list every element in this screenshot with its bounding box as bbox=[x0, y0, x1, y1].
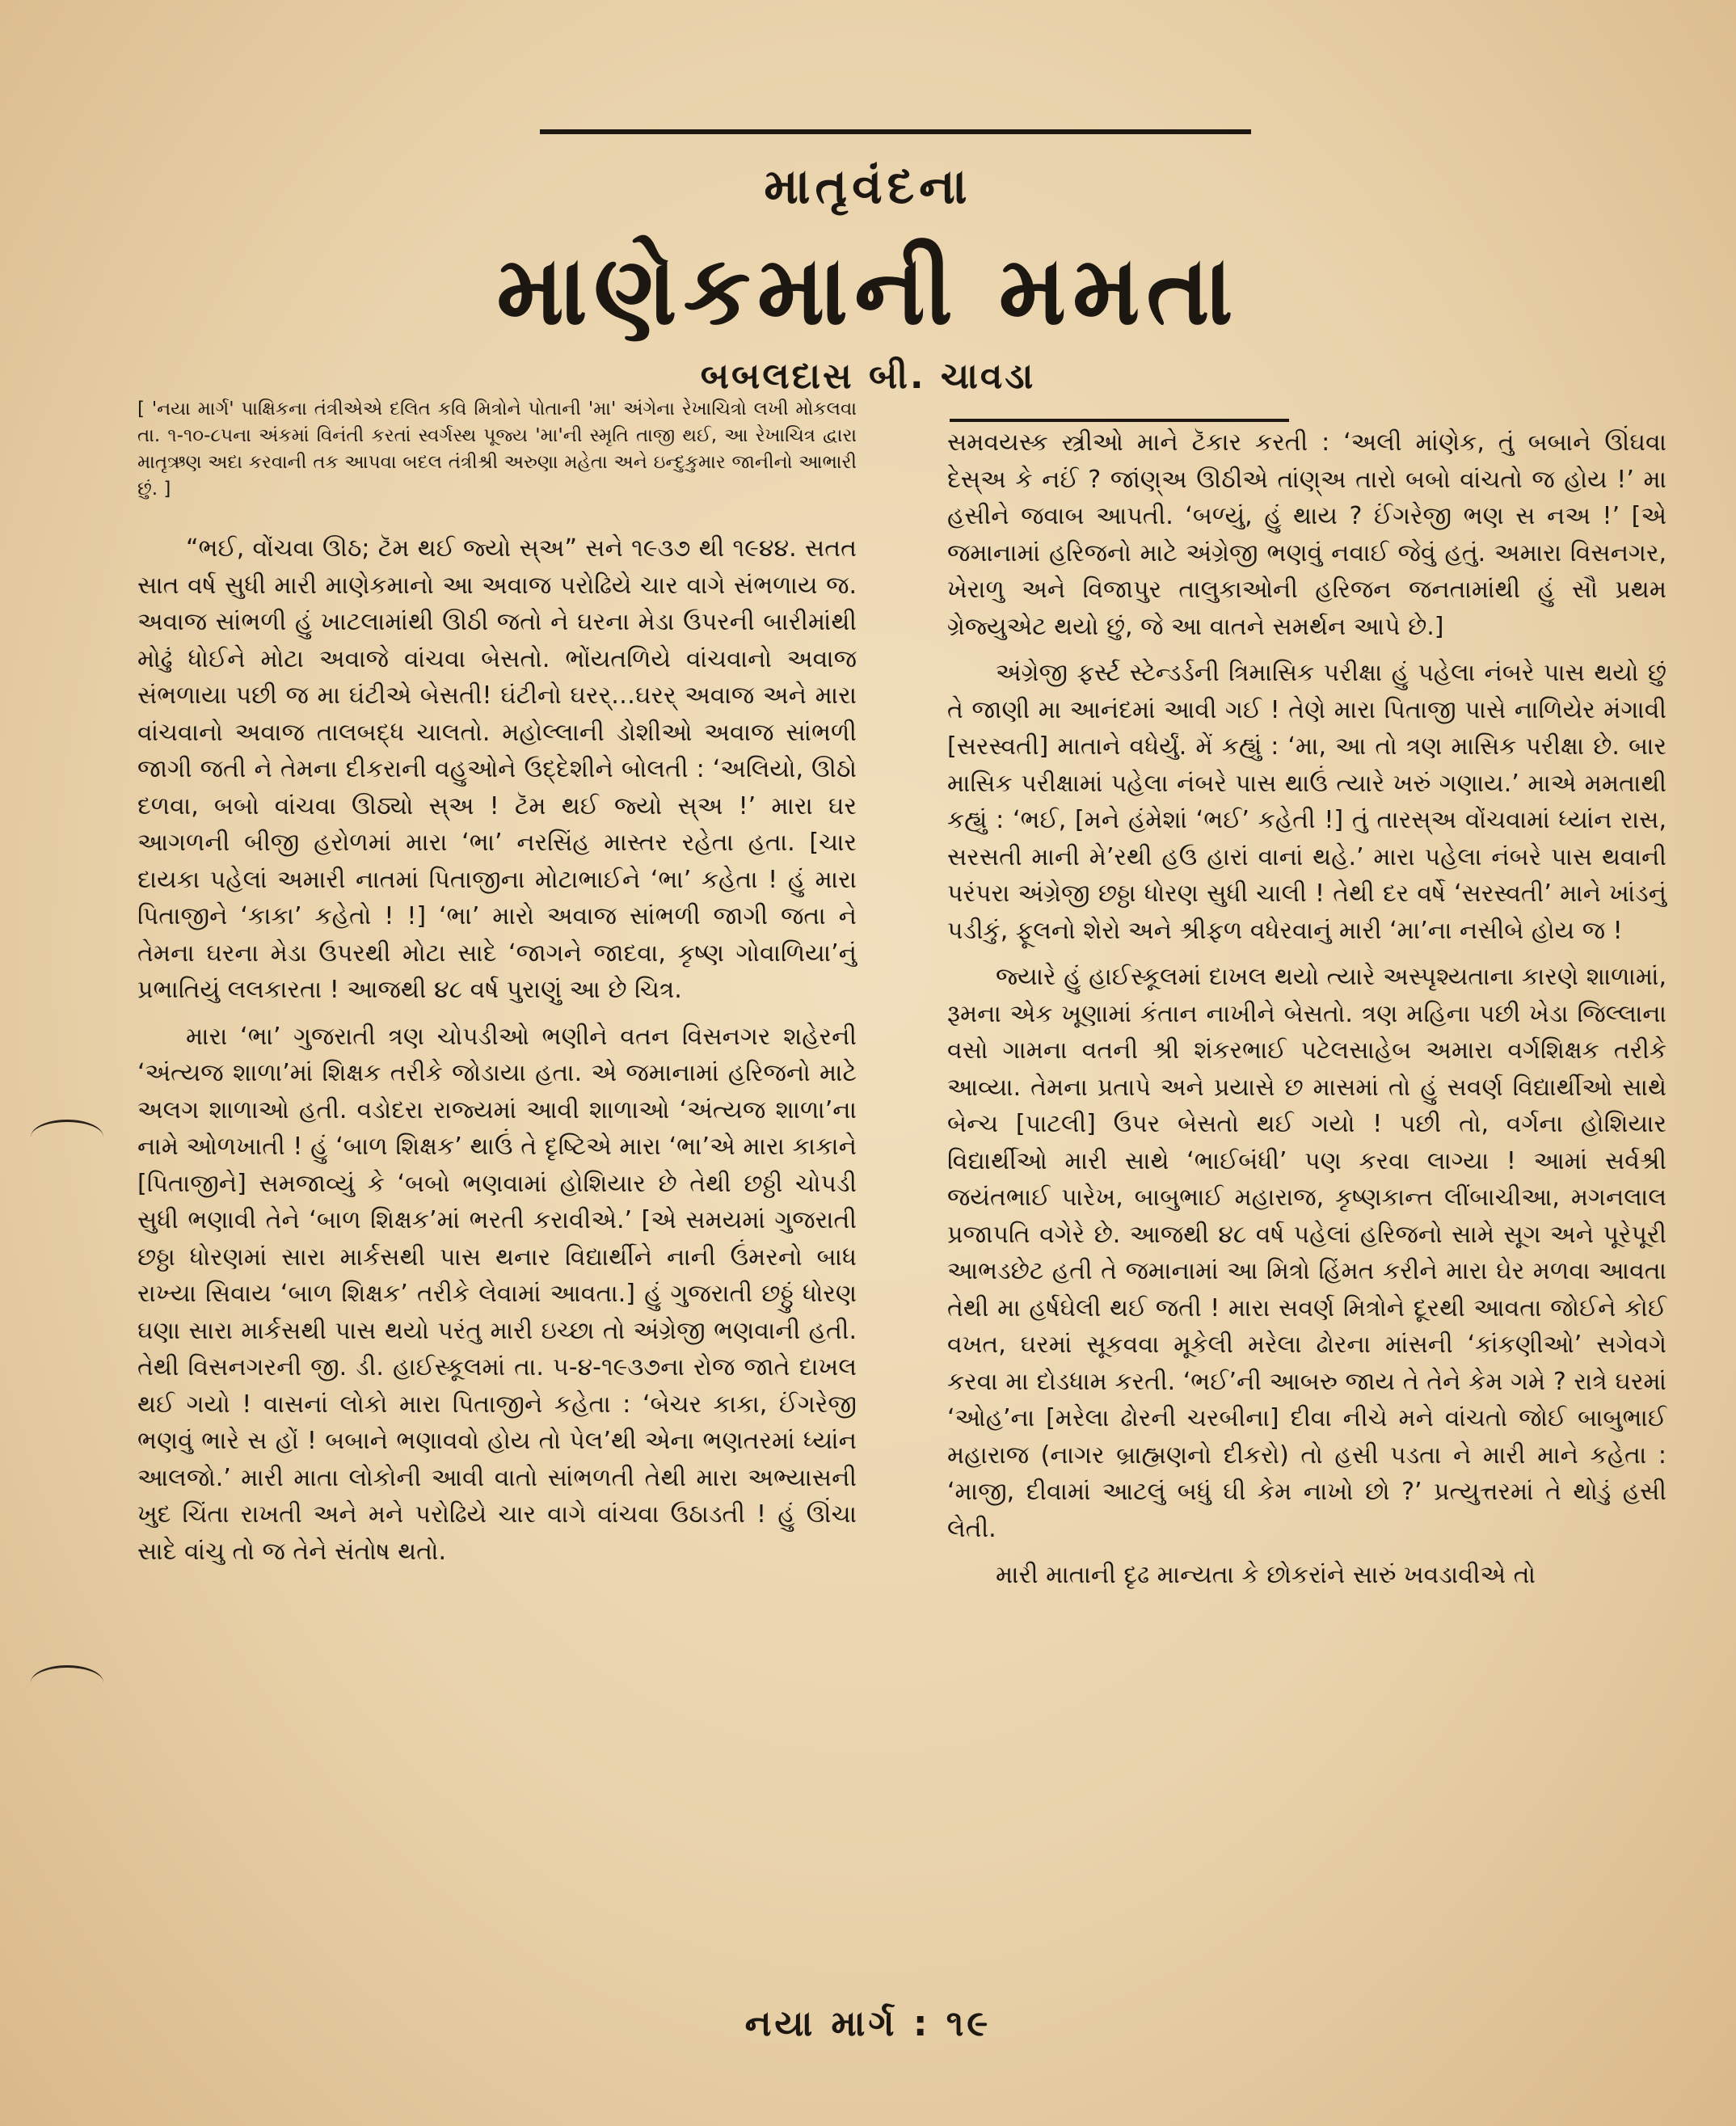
section-kicker: માતૃવંદના bbox=[764, 158, 972, 215]
page-footer: નયા માર્ગ : ૧૯ bbox=[744, 2003, 992, 2044]
author-byline: બબલદાસ બી. ચાવડા bbox=[700, 356, 1036, 397]
paragraph: મારા ‘ભા’ ગુજરાતી ત્રણ ચોપડીઓ ભણીને વતન વિસનગર શહેરની ‘અંત્યજ શાળા’માં શિક્ષક તરીકે જોડાયા હતા. એ જમાનામાં હરિજનો માટે અલગ શાળાઓ હતી. વડોદરા રાજ્યમાં આવી શાળાઓ ‘અંત્યજ શાળા’ના નામે ઓળખાતી ! હું ‘બાળ શિક્ષક’ થાઉં તે દૃષ્ટિએ મારા ‘ભા’એ મારા કાકાને [પિતાજીને] સમજાવ્યું કે ‘બબો ભણવામાં હોશિયાર છે તેથી છઠ્ઠી ચોપડી સુધી ભણાવી તેને ‘બાળ શિક્ષક’માં ભરતી કરાવીએ.’ [એ સમયમાં ગુજરાતી છઠ્ઠા ધોરણમાં સારા માર્કસથી પાસ થનાર વિદ્યાર્થીને નાની ઉંમરનો બાધ રાખ્યા સિવાય ‘બાળ શિક્ષક’ તરીકે લેવામાં આવતા.] હું ગુજરાતી છઠ્ઠું ધોરણ ઘણા સારા માર્કસથી પાસ થયો પરંતુ મારી ઇચ્છા તો અંગ્રેજી ભણવાની હતી. તેથી વિસનગરની જી. ડી. હાઈસ્કૂલમાં તા. ૫-૪-૧૯૩૭ના રોજ જાતે દાખલ થઈ ગયો ! વાસનાં લોકો મારા પિતાજીને કહેતા : ‘બેચર કાકા, ઈંગરેજી ભણવું ભારે સ હોં ! બબાને ભણાવવો હોય તો પેલ’થી એના ભણતરમાં ધ્યાંન આલજો.’ મારી માતા લોકોની આવી વાતો સાંભળતી તેથી મારા અભ્યાસની ખુદ ચિંતા રાખતી અને મને પરોઢિયે ચાર વાગે વાંચવા ઉઠાડતી ! હું ઊંચા સાદે વાંચુ તો જ તેને સંતોષ થતો. bbox=[137, 1022, 857, 1566]
article-title: માણેકમાની મમતા bbox=[496, 234, 1240, 346]
paragraph: સમવયસ્ક સ્ત્રીઓ માને ટૅકાર કરતી : ‘અલી માંણેક, તું બબાને ઊંઘવા દેસ્અ કે નઈં ? જાંણ્અ ઊઠીએ તાંણ્અ તારો બબો વાંચતો જ હોય !’ મા હસીને જવાબ આપતી. ‘બળ્યું, હું થાય ? ઈંગરેજી ભણ સ નઅ !’ [એ જમાનામાં હરિજનો માટે અંગ્રેજી ભણવું નવાઈ જેવું હતું. અમારા વિસનગર, ખેરાળુ અને વિજાપુર તાલુકાઓની હરિજન જનતામાંથી હું સૌ પ્રથમ ગ્રેજ્યુએટ થયો છું, જે આ વાતને સમર્થન આપે છે.] bbox=[947, 428, 1666, 641]
paragraph: મારી માતાની દૃઢ માન્યતા કે છોકરાંને સારું ખવડાવીએ તો bbox=[996, 1561, 1536, 1589]
binding-hole-mark bbox=[31, 1665, 103, 1700]
top-rule bbox=[540, 129, 1251, 134]
paragraph: જ્યારે હું હાઈસ્કૂલમાં દાખલ થયો ત્યારે અસ્પૃશ્યતાના કારણે શાળામાં, રૂમના એક ખૂણામાં કંતાન નાખીને બેસતો. ત્રણ મહિના પછી ખેડા જિલ્લાના વસો ગામના વતની શ્રી શંકરભાઈ પટેલસાહેબ અમારા વર્ગશિક્ષક તરીકે આવ્યા. તેમના પ્રતાપે અને પ્રયાસે છ માસમાં તો હું સવર્ણ વિદ્યાર્થીઓ સાથે બેન્ચ [પાટલી] ઉપર બેસતો થઈ ગયો ! પછી તો, વર્ગના હોશિયાર વિદ્યાર્થીઓ મારી સાથે ‘ભાઈબંધી’ પણ કરવા લાગ્યા ! આમાં સર્વશ્રી જયંતભાઈ પારેખ, બાબુભાઈ મહારાજ, કૃષ્ણકાન્ત લીંબાચીઆ, મગનલાલ પ્રજાપતિ વગેરે છે. આજથી ૪૮ વર્ષ પહેલાં હરિજનો સામે સૂગ અને પૂરેપૂરી આભડછેટ હતી તે જમાનામાં આ મિત્રો હિંમત કરીને મારા ઘેર મળવા આવતા તેથી મા હર્ષઘેલી થઈ જતી ! મારા સવર્ણ મિત્રોને દૂરથી આવતા જોઈને કોઈ વખત, ઘરમાં સૂકવવા મૂકેલી મરેલા ઢોરના માંસની ‘કાંકણીઓ’ સગેવગે કરવા મા દોડધામ કરતી. ‘ભઈ’ની આબરુ જાય તે તેને કેમ ગમે ? રાત્રે ઘરમાં ‘ઓહ’ના [મરેલા ઢોરની ચરબીના] દીવા નીચે મને વાંચતો જોઈ બાબુભાઈ મહારાજ (નાગર બ્રાહ્મણનો દીકરો) તો હસી પડતા ને મારી માને કહેતા : ‘માજી, દીવામાં આટલું બધું ઘી કેમ નાખો છો ?’ પ્રત્યુત્તરમાં તે થોડું હસી લેતી. bbox=[947, 963, 1666, 1543]
paragraph: “ભઈ, વોંચવા ઊઠ; ટૅમ થઈ જ્યો સ્અ” સને ૧૯૩૭ થી ૧૯૪૪. સતત સાત વર્ષ સુધી મારી માણેકમાનો આ અવાજ પરોઢિયે ચાર વાગે સંભળાય જ. અવાજ સાંભળી હું ખાટલામાંથી ઊઠી જતો ને ઘરના મેડા ઉપરની બારીમાંથી મોઢું ધોઈને મોટા અવાજે વાંચવા બેસતો. ભોંયતળિયે વાંચવાનો અવાજ સંભળાયા પછી જ મા ઘંટીએ બેસતી! ઘંટીનો ઘરર્…ઘરર્ અવાજ અને મારા વાંચવાનો અવાજ તાલબદ્ધ ચાલતો. મહોલ્લાની ડોશીઓ અવાજ સાંભળી જાગી જતી ને તેમના દીકરાની વહુઓને ઉદ્દેશીને બોલતી : ‘અલિયો, ઊઠો દળવા, બબો વાંચવા ઊઠ્યો સ્અ ! ટૅમ થઈ જ્યો સ્અ !’ મારા ઘર આગળની બીજી હરોળમાં મારા ‘ભા’ નરસિંહ માસ્તર રહેતા હતા. [ચાર દાયકા પહેલાં અમારી નાતમાં પિતાજીના મોટાભાઈને ‘ભા’ કહેતા ! હું મારા પિતાજીને ‘કાકા’ કહેતો ! !] ‘ભા’ મારો અવાજ સાંભળી જાગી જતા ને તેમના ઘરના મેડા ઉપરથી મોટા સાદે ‘જાગને જાદવા, કૃષ્ણ ગોવાળિયા’નું પ્રભાતિયું લલકારતા ! આજથી ૪૮ વર્ષ પુરાણું આ છે ચિત્ર. bbox=[137, 534, 857, 1004]
byline-rule bbox=[950, 419, 1289, 422]
left-column bbox=[137, 396, 857, 1580]
right-column bbox=[947, 424, 1666, 1604]
binding-hole-mark bbox=[31, 1120, 103, 1154]
editor-note: [ 'નયા માર્ગ' પાક્ષિકના તંત્રીએએ દલિત કવિ મિત્રોને પોતાની 'મા' અંગેના રેખાચિત્રો લખી મોકલવા તા. ૧-૧૦-૮૫ના અંકમાં વિનંતી કરતાં સ્વર્ગસ્થ પૂજ્ય 'મા'ની સ્મૃતિ તાજી થઈ, આ રેખાચિત્ર દ્વારા માતૃઋણ અદા કરવાની તક આપવા બદલ તંત્રીશ્રી અરુણા મહેતા અને ઇન્દુકુમાર જાનીનો આભારી છું. ] bbox=[137, 399, 857, 500]
paragraph: અંગ્રેજી ફર્સ્ટ સ્ટેન્ડર્ડની ત્રિમાસિક પરીક્ષા હું પહેલા નંબરે પાસ થયો છું તે જાણી મા આનંદમાં આવી ગઈ ! તેણે મારા પિતાજી પાસે નાળિયેર મંગાવી [સરસ્વતી] માતાને વધેર્યું. મેં કહ્યું : ‘મા, આ તો ત્રણ માસિક પરીક્ષા છે. બાર માસિક પરીક્ષામાં પહેલા નંબરે પાસ થાઉં ત્યારે ખરું ગણાય.’ માએ મમતાથી કહ્યું : ‘ભઈ, [મને હંમેશાં ‘ભઈ’ કહેતી !] તું તારસ્અ વોંચવામાં ધ્યાંન રાસ, સરસતી માની મે’રથી હઉ હારાં વાનાં થહે.’ મારા પહેલા નંબરે પાસ થવાની પરંપરા અંગ્રેજી છઠ્ઠા ધોરણ સુધી ચાલી ! તેથી દર વર્ષે ‘સરસ્વતી’ માને ખાંડનું પડીકું, ફૂલનો શેરો અને શ્રીફળ વધેરવાનું મારી ‘મા’ના નસીબે હોય જ ! bbox=[947, 659, 1667, 945]
